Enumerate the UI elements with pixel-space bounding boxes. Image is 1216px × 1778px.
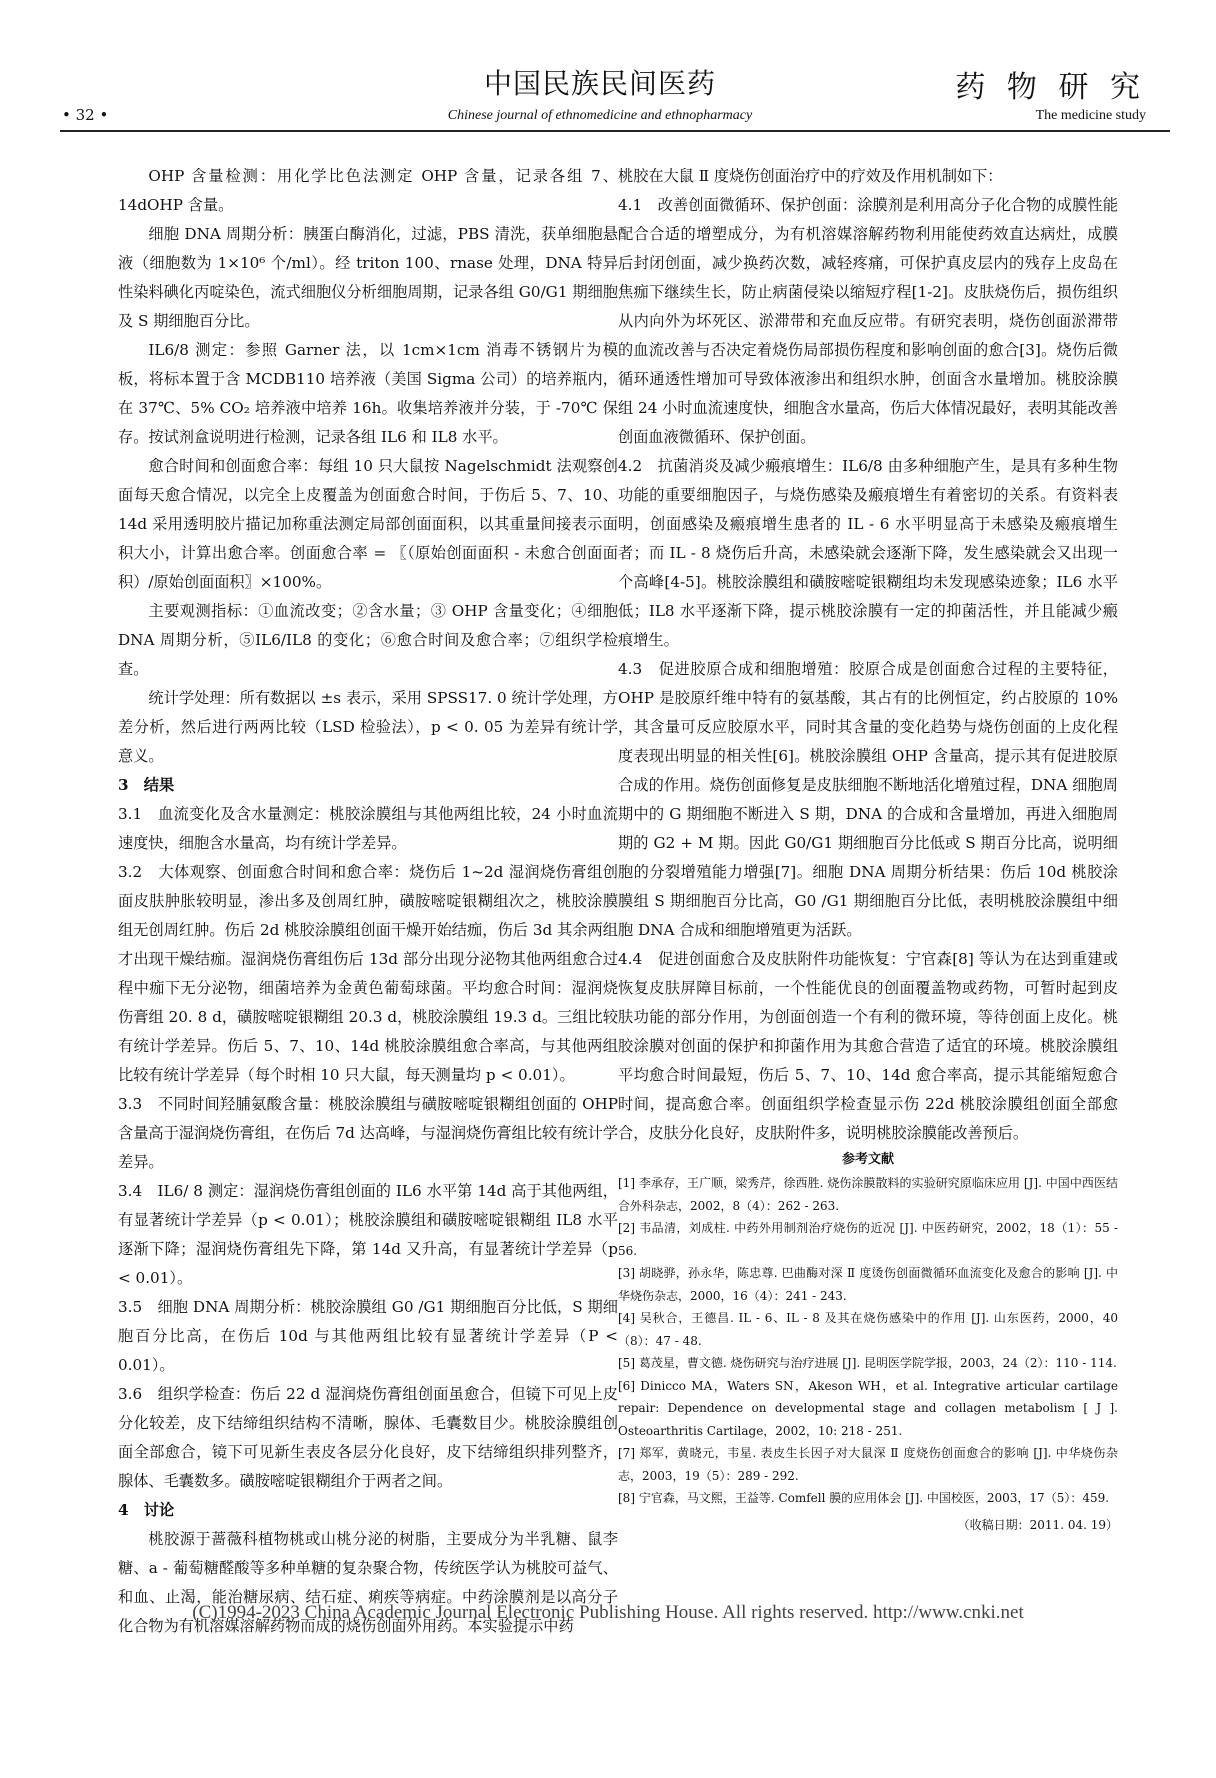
subsection: 4.4 促进创面愈合及皮肤附件功能恢复：宁官森[8] 等认为在达到重建或恢复皮肤屏障目标前，一个性能优良的创面覆盖物或药物，可暂时起到皮肤功能的部分作用，为创面创造一个有利的微环境，等待创面上皮化。桃胶涂膜对创面的保护和抑菌作用为其愈合营造了适宜的环境。桃胶涂膜组平均愈合时间最短，伤后 5、7、10、14d 愈合率高，提示其能缩短愈合时间，提高愈合率。创面组织学检查显示伤 22d 桃胶涂膜组创面全部愈合，皮肤分化良好，皮肤附件多，说明桃胶涂膜能改善预后。	[618, 950, 1118, 1142]
paragraph: OHP 含量检测：用化学比色法测定 OHP 含量，记录各组 7、14dOHP 含量。	[118, 167, 618, 214]
received-date: （收稿日期：2011. 04. 19）	[957, 1517, 1118, 1532]
reference-item: [5] 葛茂星，曹文德. 烧伤研究与治疗进展 [J]. 昆明医学院学报，2003，24（2）：110 - 114.	[618, 1356, 1117, 1370]
subsection: 4.3 促进胶原合成和细胞增殖：胶原合成是创面愈合过程的主要特征，OHP 是胶原纤维中特有的氨基酸，其占有的比例恒定，约占胶原的 10% ，其含量可反应胶原水平，同时其含量的变化趋势与烧伤创面的上皮化程度表现出明显的相关性[6]。桃胶涂膜组 OHP 含量高，提示其有促进胶原合成的作用。烧伤创面修复是皮肤细胞不断地活化增殖过程，DNA 细胞周期中的 G 期细胞不断进入 S 期，DNA 的合成和含量增加，再进入细胞周期的 G2 + M 期。因此 G0/G1 期细胞百分比低或 S 期百分比高，说明细胞的分裂增殖能力增强[7]。细胞 DNA 周期分析结果：伤后 10d 桃胶涂膜组 S 期细胞百分比高，G0 /G1 期细胞百分比低，表明桃胶涂膜组中细胞 DNA 合成和细胞增殖更为活跃。	[618, 660, 1118, 939]
reference-item: [6] Dinicco MA，Waters SN，Akeson WH，et al. Integrative articular cartilage repair: Dependence on developmental stage and collagen metabolism [ J ]. Osteoarthritis Cartilage，2002，10: 218 - 251.	[618, 1378, 1118, 1438]
reference-item: [3] 胡晓骅，孙永华，陈忠尊. 巴曲酶对深 Ⅱ 度烫伤创面微循环血流变化及愈合的影响 [J]. 中华烧伤杂志，2000，16（4）：241 - 243.	[618, 1266, 1118, 1303]
left-column	[118, 162, 618, 1641]
paragraph: 桃胶源于蔷薇科植物桃或山桃分泌的树脂，主要成分为半乳糖、鼠李糖、a - 葡萄糖醛酸等多种单糖的复杂聚合物，传统医学认为桃胶可益气、和血、止渴，能治糖尿病、结石症、痢疾等病症。中药涂膜剂是以高分子化合物为有机溶媒溶解药物而成的烧伤创面外用药。本实验提示中药	[118, 1530, 618, 1635]
paragraph: 愈合时间和创面愈合率：每组 10 只大鼠按 Nagelschmidt 法观察创面每天愈合情况，以完全上皮覆盖为创面愈合时间，于伤后 5、7、10、14d 采用透明胶片描记加称重法测定局部创面面积，以其重量间接表示面积大小，计算出愈合率。创面愈合率 = 〖（原始创面面积 - 未愈合创面面积）/原始创面面积〗×100%。	[118, 457, 618, 591]
reference-item: [7] 郑军，黄晓元，韦星. 表皮生长因子对大鼠深 Ⅱ 度烧伤创面愈合的影响 [J]. 中华烧伤杂志，2003，19（5）：289 - 292.	[618, 1446, 1118, 1483]
subsection: 3.5 细胞 DNA 周期分析：桃胶涂膜组 G0 /G1 期细胞百分比低，S 期细胞百分比高，在伤后 10d 与其他两组比较有显著统计学差异（P < 0.01）。	[118, 1298, 618, 1374]
paragraph: 细胞 DNA 周期分析：胰蛋白酶消化，过滤，PBS 清洗，获单细胞悬液（细胞数为 1×10⁶ 个/ml）。经 triton 100、rnase 处理，DNA 特异性染料碘化丙啶染色，流式细胞仪分析细胞周期，记录各组 G0/G1 期细胞及 S 期细胞百分比。	[118, 225, 618, 330]
reference-item: [8] 宁官森，马文熙，王益等. Comfell 膜的应用体会 [J]. 中国校医，2003，17（5）：459.	[618, 1491, 1110, 1505]
subsection: 3.2 大体观察、创面愈合时间和愈合率：烧伤后 1~2d 湿润烧伤膏组创面皮肤肿胀较明显，渗出多及创周红肿，磺胺嘧啶银糊组次之，桃胶涂膜组无创周红肿。伤后 2d 桃胶涂膜组创面干燥开始结痂，伤后 3d 其余两组才出现干燥结痂。湿润烧伤膏组伤后 13d 部分出现分泌物其他两组愈合过程中痂下无分泌物，细菌培养为金黄色葡萄球菌。平均愈合时间：湿润烧伤膏组 20. 8 d，磺胺嘧啶银糊组 20.3 d，桃胶涂膜组 19.3 d。三组比较有统计学差异。伤后 5、7、10、14d 桃胶涂膜组愈合率高，与其他两组比较有统计学差异（每个时相 10 只大鼠，每天测量均 p < 0.01）。	[118, 863, 618, 1084]
paragraph: 统计学处理：所有数据以 ±s 表示，采用 SPSS17. 0 统计学处理，方差分析，然后进行两两比较（LSD 检验法），p < 0. 05 为差异有统计学意义。	[118, 689, 618, 765]
journal-title: 中国民族民间医药	[483, 67, 716, 100]
subsection: 3.3 不同时间羟脯氨酸含量：桃胶涂膜组与磺胺嘧啶银糊组创面的 OHP 含量高于湿润烧伤膏组，在伤后 7d 达高峰，与湿润烧伤膏组比较有统计学差异。	[118, 1095, 618, 1171]
page-header	[30, 62, 1170, 132]
subsection: 3.1 血流变化及含水量测定：桃胶涂膜组与其他两组比较，24 小时血流速度快，细胞含水量高，均有统计学差异。	[118, 805, 618, 852]
subsection: 4.1 改善创面微循环、保护创面：涂膜剂是利用高分子化合物的成膜性能配合合适的增塑成分，为有机溶媒溶解药物利用能使药效直达病灶，成膜后封闭创面，减少换药次数，减轻疼痛，可保护真皮层内的残存上皮岛在焦痂下继续生长，防止病菌侵染以缩短疗程[1-2]。皮肤烧伤后，损伤组织从内向外为坏死区、淤滞带和充血反应带。有研究表明，烧伤创面淤滞带的血流改善与否决定着烧伤局部损伤程度和影响创面的愈合[3]。烧伤后微循环通透性增加可导致体液渗出和组织水肿，创面含水量增加。桃胶涂膜组 24 小时血流速度快，细胞含水量高，伤后大体情况最好，表明其能改善创面血液微循环、保护创面。	[618, 196, 1118, 446]
references-heading: 参考文献	[841, 1152, 894, 1167]
subsection: 3.6 组织学检查：伤后 22 d 湿润烧伤膏组创面虽愈合，但镜下可见上皮分化较差，皮下结缔组织结构不清晰，腺体、毛囊数目少。桃胶涂膜组创面全部愈合，镜下可见新生表皮各层分化良好，皮下结缔组织排列整齐，腺体、毛囊数多。磺胺嘧啶银糊组介于两者之间。	[118, 1385, 618, 1490]
paragraph: 主要观测指标：①血流改变；②含水量；③ OHP 含量变化；④细胞 DNA 周期分析，⑤IL6/IL8 的变化；⑥愈合时间及愈合率；⑦组织学检查。	[118, 602, 618, 678]
section-heading: 4 讨论	[118, 1501, 175, 1519]
journal-subtitle: Chinese journal of ethnomedicine and ethnopharmacy	[447, 108, 753, 123]
paragraph: IL6/8 测定：参照 Garner 法，以 1cm×1cm 消毒不锈钢片为模板，将标本置于含 MCDB110 培养液（美国 Sigma 公司）的培养瓶内，在 37℃、5% CO₂ 培养液中培养 16h。收集培养液并分装，于 -70℃ 保存。按试剂盒说明进行检测，记录各组 IL6 和 IL8 水平。	[118, 341, 618, 446]
section-title: 药 物 研 究	[955, 70, 1146, 105]
copyright-footer: (C)1994-2023 China Academic Journal Electronic Publishing House. All rights reserved. http://www.cnki.net	[192, 1602, 1024, 1623]
reference-item: [1] 李承存，王广顺，梁秀芹，徐西胜. 烧伤涂膜散料的实验研究原临床应用 [J]. 中国中西医结合外科杂志，2002，8（4）：262 - 263.	[618, 1176, 1118, 1213]
section-subtitle: The medicine study	[1035, 108, 1146, 123]
right-column	[618, 162, 1118, 1540]
reference-item: [2] 韦品清，刘成柱. 中药外用制剂治疗烧伤的近况 [J]. 中医药研究，2002，18（1）：55 - 56.	[618, 1221, 1118, 1258]
section-heading: 3 结果	[118, 776, 175, 794]
paragraph: 桃胶在大鼠 Ⅱ 度烧伤创面治疗中的疗效及作用机制如下：	[618, 167, 1003, 185]
subsection: 3.4 IL6/ 8 测定：湿润烧伤膏组创面的 IL6 水平第 14d 高于其他两组，有显著统计学差异（p < 0.01）；桃胶涂膜组和磺胺嘧啶银糊组 IL8 水平逐渐下降；湿润烧伤膏组先下降，第 14d 又升高，有显著统计学差异（p < 0.01）。	[118, 1182, 618, 1287]
page-number: • 32 •	[62, 106, 109, 124]
header-rule	[60, 130, 1170, 132]
subsection: 4.2 抗菌消炎及减少瘢痕增生：IL6/8 由多种细胞产生，是具有多种生物功能的重要细胞因子，与烧伤感染及瘢痕增生有着密切的关系。有资料表明，创面感染及瘢痕增生患者的 IL - 6 水平明显高于未感染及瘢痕增生者；而 IL - 8 烧伤后升高，未感染就会逐渐下降，发生感染就会又出现一个高峰[4-5]。桃胶涂膜组和磺胺嘧啶银糊组均未发现感染迹象；IL6 水平低；IL8 水平逐渐下降，提示桃胶涂膜有一定的抑菌活性，并且能减少瘢痕增生。	[618, 457, 1118, 649]
reference-item: [4] 吴秋合，王德昌. IL - 6、IL - 8 及其在烧伤感染中的作用 [J]. 山东医药，2000，40（8）：47 - 48.	[618, 1311, 1118, 1348]
